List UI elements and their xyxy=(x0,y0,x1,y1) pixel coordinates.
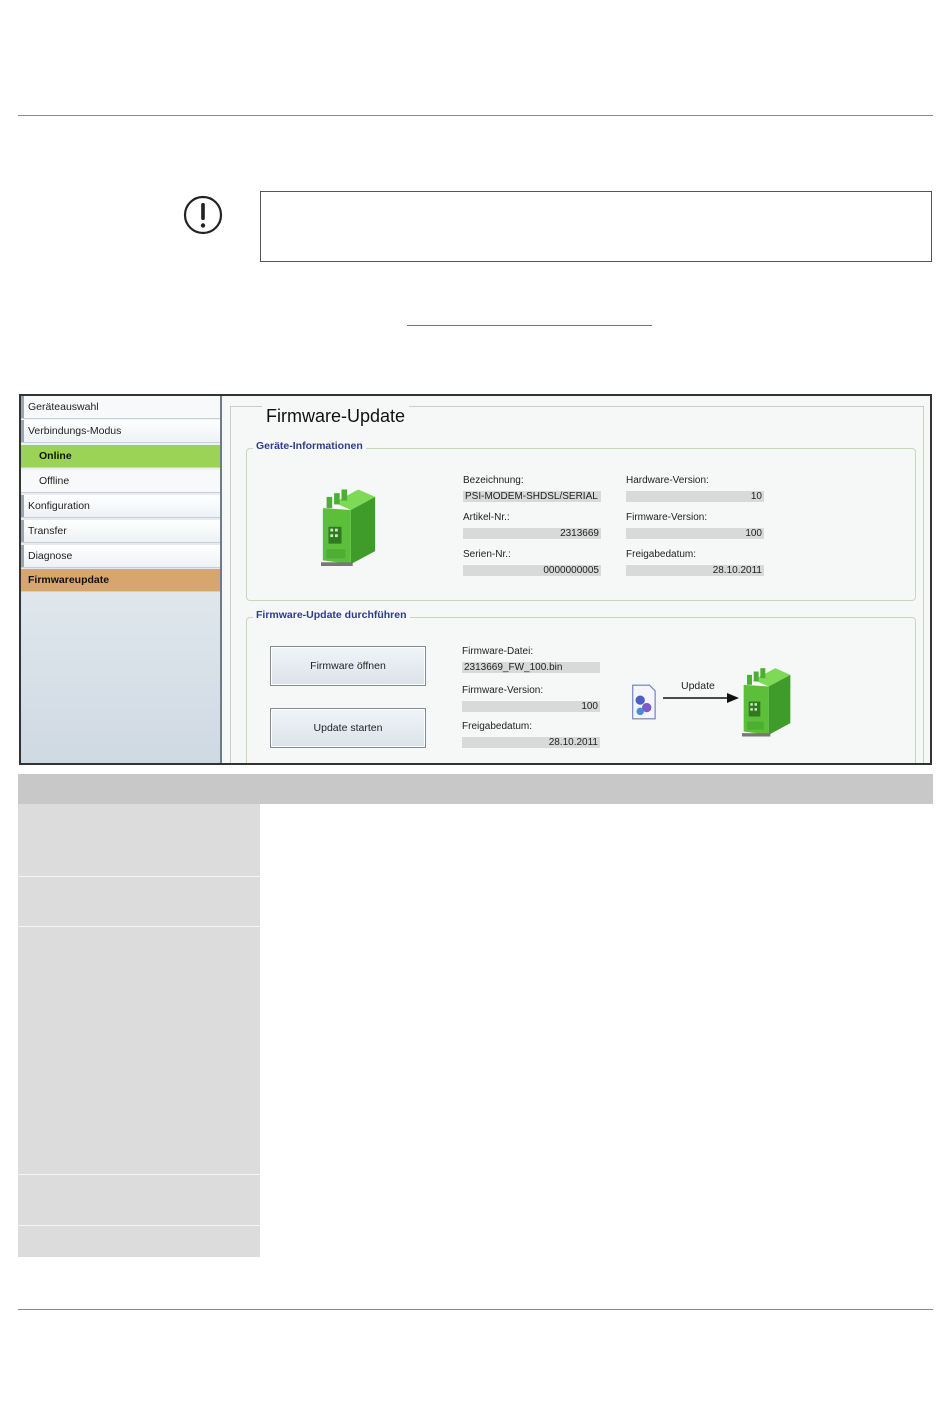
bezeichnung-label: Bezeichnung: xyxy=(463,475,524,486)
hw-version-label: Hardware-Version: xyxy=(626,475,709,486)
nav-marker xyxy=(21,396,24,418)
sidebar-item-label: Offline xyxy=(39,475,70,487)
nav-marker xyxy=(21,495,24,517)
sidebar-item-geraeteauswahl[interactable] xyxy=(21,396,220,419)
update-arrow-label: Update xyxy=(681,680,715,692)
sidebar-item-firmwareupdate[interactable] xyxy=(21,569,220,592)
row-divider xyxy=(18,1225,260,1226)
serien-label: Serien-Nr.: xyxy=(463,549,511,560)
sidebar-item-label: Konfiguration xyxy=(28,500,90,512)
sidebar-item-label: Online xyxy=(39,450,72,462)
firmware-version-label: Firmware-Version: xyxy=(462,685,544,696)
top-rule xyxy=(18,115,933,116)
nav-marker xyxy=(21,520,24,542)
firmware-update-group xyxy=(246,609,916,765)
sidebar-item-transfer[interactable] xyxy=(21,520,220,543)
row-divider xyxy=(18,1174,260,1175)
group-title: Geräte-Informationen xyxy=(253,440,366,452)
nav-marker xyxy=(21,545,24,567)
table-header xyxy=(18,774,933,804)
sidebar-item-label: Transfer xyxy=(28,525,67,537)
start-update-button[interactable]: Update starten xyxy=(270,708,426,748)
fw-version-value: 100 xyxy=(626,528,764,539)
freigabe-value: 28.10.2011 xyxy=(626,565,764,576)
main-panel xyxy=(222,396,930,763)
device-image-icon xyxy=(321,481,377,567)
sidebar-item-diagnose[interactable] xyxy=(21,545,220,568)
sidebar-item-offline[interactable] xyxy=(21,470,220,493)
sidebar-item-online[interactable] xyxy=(21,445,220,468)
firmware-file-value: 2313669_FW_100.bin xyxy=(462,662,600,673)
freigabe-label: Freigabedatum: xyxy=(626,549,697,560)
app-window xyxy=(19,394,932,765)
firmware-file-icon xyxy=(629,682,657,722)
fw-version-label: Firmware-Version: xyxy=(626,512,708,523)
device-info-group xyxy=(246,440,916,601)
firmware-file-label: Firmware-Datei: xyxy=(462,646,534,657)
sidebar xyxy=(21,396,222,763)
sidebar-item-label: Firmwareupdate xyxy=(28,574,110,586)
open-firmware-button[interactable]: Firmware öffnen xyxy=(270,646,426,686)
arrow-right-icon xyxy=(663,692,739,704)
hw-version-value: 10 xyxy=(626,491,764,502)
page-title: Firmware-Update xyxy=(262,406,409,427)
group-title: Firmware-Update durchführen xyxy=(253,609,410,621)
link-underline[interactable] xyxy=(407,325,652,326)
row-divider xyxy=(18,876,260,877)
row-divider xyxy=(18,926,260,927)
sidebar-item-verbindungs-modus[interactable] xyxy=(21,420,220,443)
sidebar-item-label: Verbindungs-Modus xyxy=(28,425,122,437)
artikel-value: 2313669 xyxy=(463,528,601,539)
bezeichnung-value: PSI-MODEM-SHDSL/SERIAL xyxy=(463,491,601,502)
note-box xyxy=(260,191,932,262)
serien-value: 0000000005 xyxy=(463,565,601,576)
sidebar-item-konfiguration[interactable] xyxy=(21,495,220,518)
sidebar-item-label: Diagnose xyxy=(28,550,73,562)
table-row xyxy=(18,804,260,1257)
firmware-version-value: 100 xyxy=(462,701,600,712)
nav-marker xyxy=(21,420,24,442)
release-date-label: Freigabedatum: xyxy=(462,721,533,732)
release-date-value: 28.10.2011 xyxy=(462,737,600,748)
sidebar-item-label: Geräteauswahl xyxy=(28,401,99,413)
artikel-label: Artikel-Nr.: xyxy=(463,512,510,523)
exclamation-circle-icon xyxy=(183,195,223,235)
bottom-rule xyxy=(18,1309,933,1310)
device-image-icon xyxy=(742,656,792,742)
